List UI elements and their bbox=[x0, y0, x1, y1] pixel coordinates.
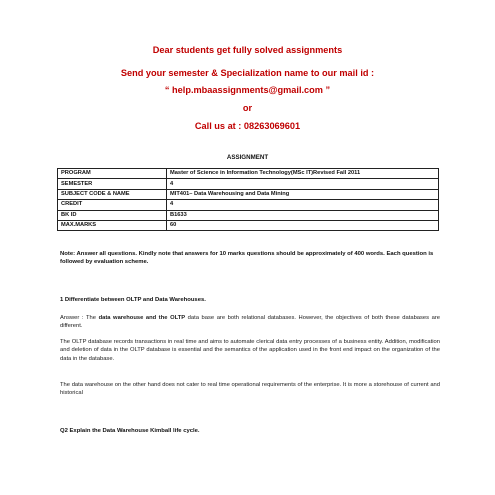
question-1: 1 Differentiate between OLTP and Data Warehouses. bbox=[60, 297, 206, 303]
row-label: SUBJECT CODE & NAME bbox=[58, 189, 167, 199]
row-value: 4 bbox=[167, 179, 439, 189]
note-paragraph: Note: Answer all questions. Kindly note that answers for 10 marks questions should be approximately of 400 words. Each question is followed by evaluation scheme. bbox=[60, 251, 434, 266]
row-label: PROGRAM bbox=[58, 169, 167, 179]
table-row bbox=[58, 200, 439, 210]
table-row bbox=[58, 169, 439, 179]
row-label: MAX.MARKS bbox=[58, 220, 167, 230]
row-value: 4 bbox=[167, 200, 439, 210]
table-row bbox=[58, 210, 439, 220]
row-value: MIT401– Data Warehousing and Data Mining bbox=[167, 189, 439, 199]
promo-email[interactable]: “ help.mbaassignments@gmail.com ” bbox=[164, 85, 331, 95]
table-row bbox=[58, 179, 439, 189]
table-row bbox=[58, 189, 439, 199]
promo-line-2: Send your semester & Specialization name to our mail id : bbox=[120, 68, 375, 78]
row-label: CREDIT bbox=[58, 200, 167, 210]
row-value: B1633 bbox=[167, 210, 439, 220]
promo-or: or bbox=[242, 103, 253, 113]
table-row bbox=[58, 220, 439, 230]
row-value: 60 bbox=[167, 220, 439, 230]
answer-rest: data base are both relational databases. However, the objectives of both these databases are different. bbox=[60, 315, 441, 330]
answer-paragraph-1 bbox=[60, 314, 440, 331]
answer-bold-phrase: data warehouse and the OLTP bbox=[98, 315, 186, 321]
row-label: BK ID bbox=[58, 210, 167, 220]
row-label: SEMESTER bbox=[58, 179, 167, 189]
answer-paragraph-2: The OLTP database records transactions in real time and aims to automate clerical data entry processes of a business entity. Addition, modification and deletion of data in the OLTP database is essential and the semantics of the application used in the front end impact on the organization of the data in the database. bbox=[60, 339, 440, 362]
promo-line-1: Dear students get fully solved assignments bbox=[152, 45, 343, 55]
row-value: Master of Science in Information Technology(MSc IT)Revised Fall 2011 bbox=[167, 169, 439, 179]
question-2: Q2 Explain the Data Warehouse Kimball life cycle. bbox=[60, 428, 200, 434]
answer-prefix: Answer : The bbox=[60, 315, 99, 321]
assignment-info-table bbox=[57, 168, 439, 231]
promo-phone: Call us at : 08263069601 bbox=[194, 121, 301, 131]
assignment-title: ASSIGNMENT bbox=[226, 154, 269, 161]
answer-paragraph-3: The data warehouse on the other hand does not cater to real time operational requirements of the enterprise. It is more a storehouse of current and historical bbox=[60, 382, 440, 397]
